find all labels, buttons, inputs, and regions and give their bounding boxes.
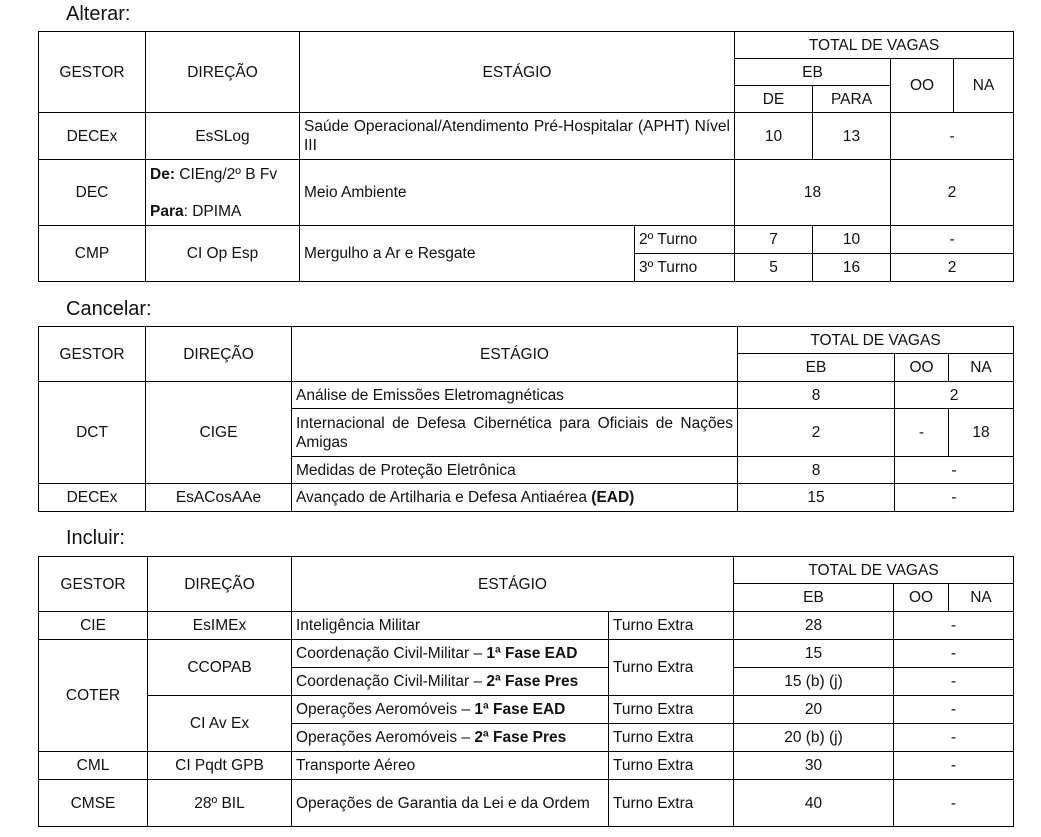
cell-na: 18: [949, 409, 1014, 457]
cell-estagio: Saúde Operacional/Atendimento Pré-Hospitalar (APHT) Nível III: [300, 113, 735, 160]
cell-estagio: Internacional de Defesa Cibernética para Oficiais de Nações Amigas: [292, 409, 738, 457]
cell-direcao: CI Pqdt GPB: [148, 752, 292, 780]
para-value: : DPIMA: [183, 202, 242, 220]
cell-oo-na: -: [894, 612, 1014, 640]
cell-gestor: CMP: [39, 226, 146, 282]
cell-direcao: EsSLog: [146, 113, 300, 160]
cell-direcao: [146, 160, 300, 226]
cell-direcao: CIGE: [146, 382, 292, 484]
cell-oo-na: -: [894, 640, 1014, 668]
header-direcao: DIREÇÃO: [146, 327, 292, 382]
estagio-ead: (EAD): [591, 489, 635, 506]
para-label: Para: [150, 202, 184, 220]
cell-direcao: EsACosAAe: [146, 484, 292, 512]
cell-gestor: CMSE: [39, 780, 148, 827]
table-row: [39, 752, 1014, 780]
table-row: [39, 612, 1014, 640]
header-gestor: GESTOR: [39, 327, 146, 382]
estagio-fase: 2ª Fase Pres: [474, 729, 567, 746]
header-direcao: DIREÇÃO: [148, 557, 292, 612]
de-label: De:: [150, 165, 175, 183]
cell-gestor: DECEx: [39, 484, 146, 512]
header-total-vagas: TOTAL DE VAGAS: [734, 557, 1014, 584]
header-oo: OO: [895, 354, 949, 382]
cell-oo-na: -: [891, 113, 1014, 160]
header-oo: OO: [891, 59, 954, 113]
header-gestor: GESTOR: [39, 557, 148, 612]
table-row: [39, 160, 1014, 226]
table-row: [39, 780, 1014, 827]
cell-gestor: CML: [39, 752, 148, 780]
estagio-text: Operações Aeromóveis –: [296, 729, 475, 746]
cell-eb: 8: [738, 382, 895, 409]
cell-direcao: EsIMEx: [148, 612, 292, 640]
cell-estagio: Operações de Garantia da Lei e da Ordem: [292, 780, 609, 827]
cell-direcao: CCOPAB: [148, 640, 292, 696]
cell-de: 5: [735, 254, 813, 282]
cell-gestor: CIE: [39, 612, 148, 640]
table-row: [39, 484, 1014, 512]
header-na: NA: [949, 584, 1014, 612]
cell-de: 7: [735, 226, 813, 254]
cell-turno: 2º Turno: [635, 226, 735, 254]
table-row: [39, 696, 1014, 724]
table-incluir: [38, 556, 1014, 827]
header-oo: OO: [894, 584, 949, 612]
cell-eb: 30: [734, 752, 894, 780]
cell-turno: Turno Extra: [609, 640, 734, 696]
header-na: NA: [954, 59, 1014, 113]
header-total-vagas: TOTAL DE VAGAS: [735, 32, 1014, 59]
header-total-vagas: TOTAL DE VAGAS: [738, 327, 1014, 354]
estagio-text: Coordenação Civil-Militar –: [296, 673, 487, 690]
cell-estagio: Mergulho a Ar e Resgate: [300, 226, 635, 282]
cell-gestor: DECEx: [39, 113, 146, 160]
header-eb: EB: [738, 354, 895, 382]
table-alterar: [38, 31, 1014, 282]
cell-eb: 15: [734, 640, 894, 668]
header-gestor: GESTOR: [39, 32, 146, 113]
cell-eb: 2: [738, 409, 895, 457]
table-row: [39, 382, 1014, 409]
estagio-fase: 1ª Fase EAD: [474, 701, 566, 718]
section-title-incluir: Incluir:: [66, 527, 125, 549]
section-title-alterar: Alterar:: [66, 3, 131, 25]
cell-estagio: [292, 668, 609, 696]
cell-turno: Turno Extra: [609, 724, 734, 752]
cell-oo-na: -: [891, 226, 1014, 254]
cell-para: 16: [813, 254, 891, 282]
cell-oo-na: 2: [891, 160, 1014, 226]
header-direcao: DIREÇÃO: [146, 32, 300, 113]
cell-para: 13: [813, 113, 891, 160]
cell-estagio: Transporte Aéreo: [292, 752, 609, 780]
cell-oo-na: -: [894, 780, 1014, 827]
cell-oo-na: -: [895, 484, 1014, 512]
cell-eb: 18: [735, 160, 891, 226]
cell-oo-na: 2: [895, 382, 1014, 409]
header-estagio: ESTÁGIO: [292, 557, 734, 612]
table-row: [39, 113, 1014, 160]
cell-gestor: COTER: [39, 640, 148, 752]
cell-eb: 8: [738, 457, 895, 484]
cell-estagio: [292, 484, 738, 512]
header-na: NA: [949, 354, 1014, 382]
cell-estagio: Inteligência Militar: [292, 612, 609, 640]
table-row: [39, 226, 1014, 254]
cell-oo-na: -: [894, 668, 1014, 696]
cell-oo-na: -: [895, 457, 1014, 484]
cell-turno: Turno Extra: [609, 696, 734, 724]
cell-gestor: DEC: [39, 160, 146, 226]
cell-turno: Turno Extra: [609, 780, 734, 827]
estagio-text: Avançado de Artilharia e Defesa Antiaérea: [296, 489, 592, 506]
cell-eb: 28: [734, 612, 894, 640]
estagio-text: Operações Aeromóveis –: [296, 701, 475, 718]
cell-para: 10: [813, 226, 891, 254]
header-para: PARA: [813, 86, 891, 113]
header-eb: EB: [735, 59, 891, 86]
cell-oo-na: -: [894, 724, 1014, 752]
cell-estagio: [292, 640, 609, 668]
estagio-text: Coordenação Civil-Militar –: [296, 645, 487, 662]
cell-estagio: [292, 696, 609, 724]
cell-eb: 20 (b) (j): [734, 724, 894, 752]
cell-estagio: [292, 724, 609, 752]
cell-eb: 40: [734, 780, 894, 827]
header-estagio: ESTÁGIO: [292, 327, 738, 382]
cell-de: 10: [735, 113, 813, 160]
cell-estagio: Análise de Emissões Eletromagnéticas: [292, 382, 738, 409]
cell-turno: 3º Turno: [635, 254, 735, 282]
cell-estagio: Meio Ambiente: [300, 160, 735, 226]
table-row: [39, 640, 1014, 668]
estagio-fase: 1ª Fase EAD: [486, 645, 578, 662]
cell-eb: 20: [734, 696, 894, 724]
cell-turno: Turno Extra: [609, 612, 734, 640]
de-value: CIEng/2º B Fv: [174, 165, 278, 183]
cell-oo-na: -: [894, 696, 1014, 724]
header-estagio: ESTÁGIO: [300, 32, 735, 113]
cell-oo-na: 2: [891, 254, 1014, 282]
cell-oo-na: -: [894, 752, 1014, 780]
cell-turno: Turno Extra: [609, 752, 734, 780]
cell-direcao: CI Op Esp: [146, 226, 300, 282]
cell-estagio: Medidas de Proteção Eletrônica: [292, 457, 738, 484]
cell-oo: -: [895, 409, 949, 457]
cell-eb: 15 (b) (j): [734, 668, 894, 696]
header-eb: EB: [734, 584, 894, 612]
cell-eb: 15: [738, 484, 895, 512]
header-de: DE: [735, 86, 813, 113]
cell-direcao: CI Av Ex: [148, 696, 292, 752]
section-title-cancelar: Cancelar:: [66, 298, 152, 320]
cell-direcao: 28º BIL: [148, 780, 292, 827]
estagio-fase: 2ª Fase Pres: [486, 673, 579, 690]
cell-gestor: DCT: [39, 382, 146, 484]
table-cancelar: [38, 326, 1014, 512]
